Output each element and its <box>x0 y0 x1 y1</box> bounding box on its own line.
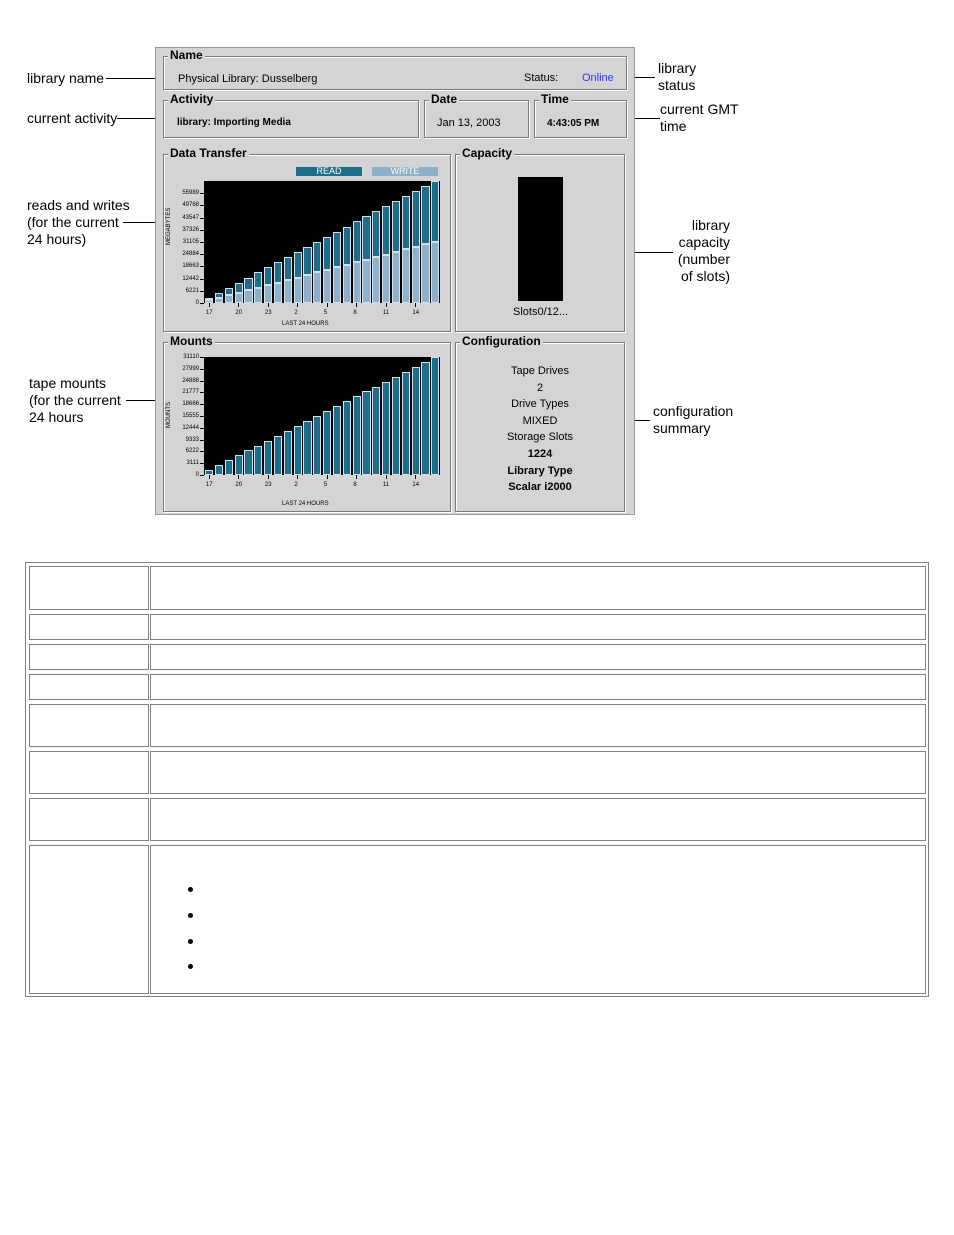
capacity-title: Capacity <box>462 146 513 160</box>
activity-group-title: Activity <box>170 92 214 106</box>
mounts-xlabel: LAST 24 HOURS <box>282 501 329 507</box>
callout-line <box>635 420 650 421</box>
bar-write <box>244 290 252 303</box>
bar-write <box>362 260 370 303</box>
bar-write <box>402 249 410 303</box>
capacity-group <box>455 146 625 332</box>
x-tick <box>327 303 328 307</box>
x-tick <box>209 475 210 479</box>
bar-write <box>303 275 311 303</box>
bar-write <box>343 265 351 303</box>
x-tick-label: 2 <box>294 482 298 488</box>
y-tick <box>200 205 204 206</box>
table-cell <box>29 845 149 994</box>
description-table <box>25 562 929 997</box>
library-panel-figure <box>0 0 954 520</box>
y-tick <box>200 440 204 441</box>
bar-read <box>402 196 410 250</box>
list-bullet <box>188 964 193 969</box>
bar-mounts <box>362 391 370 475</box>
y-tick-label: 18663 <box>182 263 199 270</box>
table-cell <box>150 704 926 747</box>
table-cell <box>150 751 926 794</box>
y-tick-label: 31105 <box>182 239 199 245</box>
table-cell <box>150 798 926 841</box>
bar-mounts <box>244 450 252 475</box>
mounts-title: Mounts <box>170 334 213 348</box>
x-tick-label: 23 <box>264 482 272 488</box>
configuration-line: 1224 <box>527 448 553 460</box>
bar-write <box>284 280 292 303</box>
bar-mounts <box>392 377 400 475</box>
bar-mounts <box>284 431 292 475</box>
bar-read <box>244 278 252 291</box>
callout-library-status: library status <box>658 60 697 93</box>
y-tick-label: 6222 <box>185 448 199 455</box>
x-tick-label: 8 <box>353 482 357 488</box>
y-tick-label: 0 <box>195 472 199 478</box>
y-tick-label: 12442 <box>182 275 199 282</box>
bar-write <box>264 285 272 303</box>
bar-mounts <box>343 401 351 475</box>
bar-write <box>382 255 390 303</box>
bar-mounts <box>353 396 361 475</box>
bar-write <box>412 247 420 303</box>
bar-mounts <box>264 441 272 475</box>
x-tick-label: 5 <box>323 482 328 488</box>
list-bullet <box>188 887 193 892</box>
activity-value: library: Importing Media <box>177 117 291 128</box>
bar-mounts <box>402 372 410 475</box>
list-bullet <box>188 939 193 944</box>
y-tick <box>200 381 204 382</box>
bar-read <box>254 272 262 287</box>
status-value: Online <box>582 72 614 84</box>
capacity-bar <box>518 177 563 301</box>
plot-area <box>204 357 440 475</box>
bar-read <box>284 257 292 280</box>
x-tick-label: 5 <box>323 310 328 316</box>
y-tick-label: 43547 <box>182 214 199 221</box>
y-tick <box>200 451 204 452</box>
y-tick <box>200 193 204 194</box>
list-bullet <box>188 913 193 918</box>
x-tick <box>238 475 239 479</box>
configuration-line: Drive Types <box>511 398 569 411</box>
x-tick <box>386 475 387 479</box>
x-tick <box>297 303 298 307</box>
bar-read <box>353 221 361 262</box>
table-cell <box>29 704 149 747</box>
configuration-line: Library Type <box>507 464 573 477</box>
time-value: 4:43:05 PM <box>547 118 600 129</box>
y-tick <box>200 428 204 429</box>
x-tick <box>209 303 210 307</box>
legend-write: WRITE <box>372 167 438 176</box>
bar-read <box>323 237 331 270</box>
y-tick <box>200 463 204 464</box>
callout-library-capacity: library capacity (number of slots) <box>677 217 730 284</box>
bar-read <box>412 191 420 247</box>
callout-line <box>635 77 655 78</box>
table-cell <box>29 798 149 841</box>
y-tick <box>200 254 204 255</box>
callout-current-gmt: current GMT time <box>660 101 739 134</box>
x-tick-label: 17 <box>205 310 213 316</box>
y-tick-label: 21777 <box>182 389 199 396</box>
callout-line <box>106 78 162 79</box>
date-group-title: Date <box>431 92 458 106</box>
bar-read <box>264 267 272 285</box>
table-cell-list <box>150 845 926 994</box>
table-cell <box>29 566 149 610</box>
y-tick-label: 24884 <box>182 251 199 258</box>
bar-read <box>382 206 390 254</box>
y-tick <box>200 242 204 243</box>
bar-mounts <box>274 436 282 475</box>
data-transfer-title: Data Transfer <box>170 146 247 160</box>
y-tick <box>200 279 204 280</box>
y-tick <box>200 291 204 292</box>
callout-current-activity: current activity <box>27 110 118 126</box>
x-tick-label: 11 <box>382 310 390 316</box>
y-tick-label: 24888 <box>182 377 199 384</box>
y-tick <box>200 218 204 219</box>
data-transfer-ylabel: MEGABYTES <box>166 207 172 245</box>
bar-read <box>294 252 302 277</box>
bar-mounts <box>303 421 311 475</box>
bar-mounts <box>412 367 420 475</box>
bar-mounts <box>382 382 390 475</box>
x-tick <box>356 475 357 479</box>
x-tick-label: 20 <box>235 482 243 488</box>
bar-read <box>303 247 311 275</box>
x-tick-label: 2 <box>294 310 298 316</box>
callout-reads-writes: reads and writes (for the current 24 hours) <box>27 197 130 247</box>
bar-write <box>372 257 380 303</box>
y-tick-label: 0 <box>195 300 199 306</box>
configuration-group <box>455 334 625 512</box>
date-value: Jan 13, 2003 <box>437 117 501 129</box>
table-cell <box>29 644 149 670</box>
bar-mounts <box>333 406 341 475</box>
y-tick <box>200 404 204 405</box>
bar-write <box>274 283 282 303</box>
bar-mounts <box>372 387 380 475</box>
table-cell <box>150 566 926 610</box>
table-cell <box>29 614 149 640</box>
bar-write <box>235 293 243 303</box>
x-tick-label: 8 <box>353 310 357 316</box>
bar-mounts <box>254 446 262 475</box>
y-tick <box>200 416 204 417</box>
bar-read <box>392 201 400 252</box>
table-cell <box>150 614 926 640</box>
y-tick-label: 15555 <box>182 413 199 419</box>
x-tick <box>386 303 387 307</box>
x-tick <box>297 475 298 479</box>
x-tick <box>415 475 416 479</box>
callout-tape-mounts: tape mounts (for the current 24 hours <box>29 375 121 425</box>
x-tick <box>238 303 239 307</box>
bar-write <box>323 270 331 303</box>
bar-read <box>343 227 351 265</box>
callout-configuration-summary: configuration summary <box>653 403 734 436</box>
data-transfer-group <box>163 146 451 332</box>
bar-read <box>215 293 223 298</box>
x-tick <box>268 303 269 307</box>
legend-read: READ <box>296 167 362 176</box>
bar-read <box>431 181 439 242</box>
bar-read <box>362 216 370 259</box>
bar-mounts <box>323 411 331 475</box>
y-tick-label: 6221 <box>185 287 199 294</box>
x-tick <box>415 303 416 307</box>
y-tick-label: 3111 <box>186 460 199 467</box>
x-tick <box>327 475 328 479</box>
library-name: Physical Library: Dusselberg <box>178 73 318 85</box>
table-cell <box>150 644 926 670</box>
configuration-line: MIXED <box>522 414 558 427</box>
y-tick-label: 9333 <box>185 436 199 443</box>
name-group-title: Name <box>170 48 203 62</box>
x-tick-label: 14 <box>412 482 420 488</box>
y-tick <box>200 369 204 370</box>
name-group <box>163 48 627 90</box>
bar-write <box>353 262 361 303</box>
bar-write <box>392 252 400 303</box>
bar-write <box>421 244 429 303</box>
plot-area <box>204 181 440 303</box>
bar-mounts <box>235 455 243 475</box>
bar-write <box>215 298 223 303</box>
table-cell <box>150 674 926 700</box>
y-tick <box>200 266 204 267</box>
bar-mounts <box>215 465 223 475</box>
bar-read <box>274 262 282 282</box>
capacity-percent: 0% <box>533 294 545 303</box>
bar-write <box>313 272 321 303</box>
y-tick-label: 31110 <box>183 354 199 360</box>
y-tick-label: 12444 <box>182 424 199 431</box>
x-tick <box>356 303 357 307</box>
y-tick <box>200 230 204 231</box>
configuration-line: Tape Drives <box>510 365 570 377</box>
table-cell <box>29 674 149 700</box>
date-group <box>424 92 529 138</box>
activity-group <box>163 92 419 138</box>
bar-read <box>372 211 380 257</box>
bar-read <box>225 288 233 296</box>
y-tick-label: 49768 <box>182 202 199 209</box>
bar-mounts <box>313 416 321 475</box>
library-panel <box>155 47 635 515</box>
y-tick <box>200 475 204 476</box>
configuration-line: Scalar i2000 <box>508 481 572 494</box>
x-tick-label: 20 <box>235 310 243 316</box>
callout-line <box>635 118 660 119</box>
configuration-title: Configuration <box>462 334 541 348</box>
bar-mounts <box>421 362 429 475</box>
y-tick <box>200 303 204 304</box>
mounts-ylabel: MOUNTS <box>166 402 172 428</box>
y-tick <box>200 357 204 358</box>
status-label: Status: <box>524 72 559 84</box>
table-cell <box>29 751 149 794</box>
bar-write <box>225 295 233 303</box>
bar-write <box>294 278 302 303</box>
y-tick-label: 18666 <box>182 401 199 408</box>
bar-read <box>235 283 243 293</box>
x-tick-label: 11 <box>382 482 390 488</box>
time-group <box>534 92 627 138</box>
x-tick-label: 17 <box>205 482 213 488</box>
bar-write <box>254 288 262 303</box>
bar-write <box>431 242 439 303</box>
data-transfer-xlabel: LAST 24 HOURS <box>282 321 329 327</box>
capacity-slots: Slots0/12... <box>513 306 569 318</box>
x-tick-label: 23 <box>264 310 272 316</box>
bar-mounts <box>225 460 233 475</box>
configuration-line: 2 <box>536 381 544 394</box>
y-tick <box>200 392 204 393</box>
x-tick <box>268 475 269 479</box>
x-tick-label: 14 <box>412 310 420 316</box>
bar-read <box>333 232 341 268</box>
y-tick-label: 55989 <box>182 190 199 197</box>
bar-read <box>205 298 213 301</box>
mounts-group <box>163 334 451 512</box>
bar-mounts <box>431 357 439 475</box>
configuration-line: Storage Slots <box>506 431 574 444</box>
time-group-title: Time <box>541 92 569 106</box>
bar-mounts <box>294 426 302 475</box>
bar-read <box>421 186 429 245</box>
y-tick-label: 37326 <box>182 226 199 233</box>
bar-read <box>313 242 321 273</box>
y-tick-label: 27999 <box>182 365 199 372</box>
bar-write <box>333 267 341 303</box>
callout-library-name: library name <box>27 70 105 86</box>
